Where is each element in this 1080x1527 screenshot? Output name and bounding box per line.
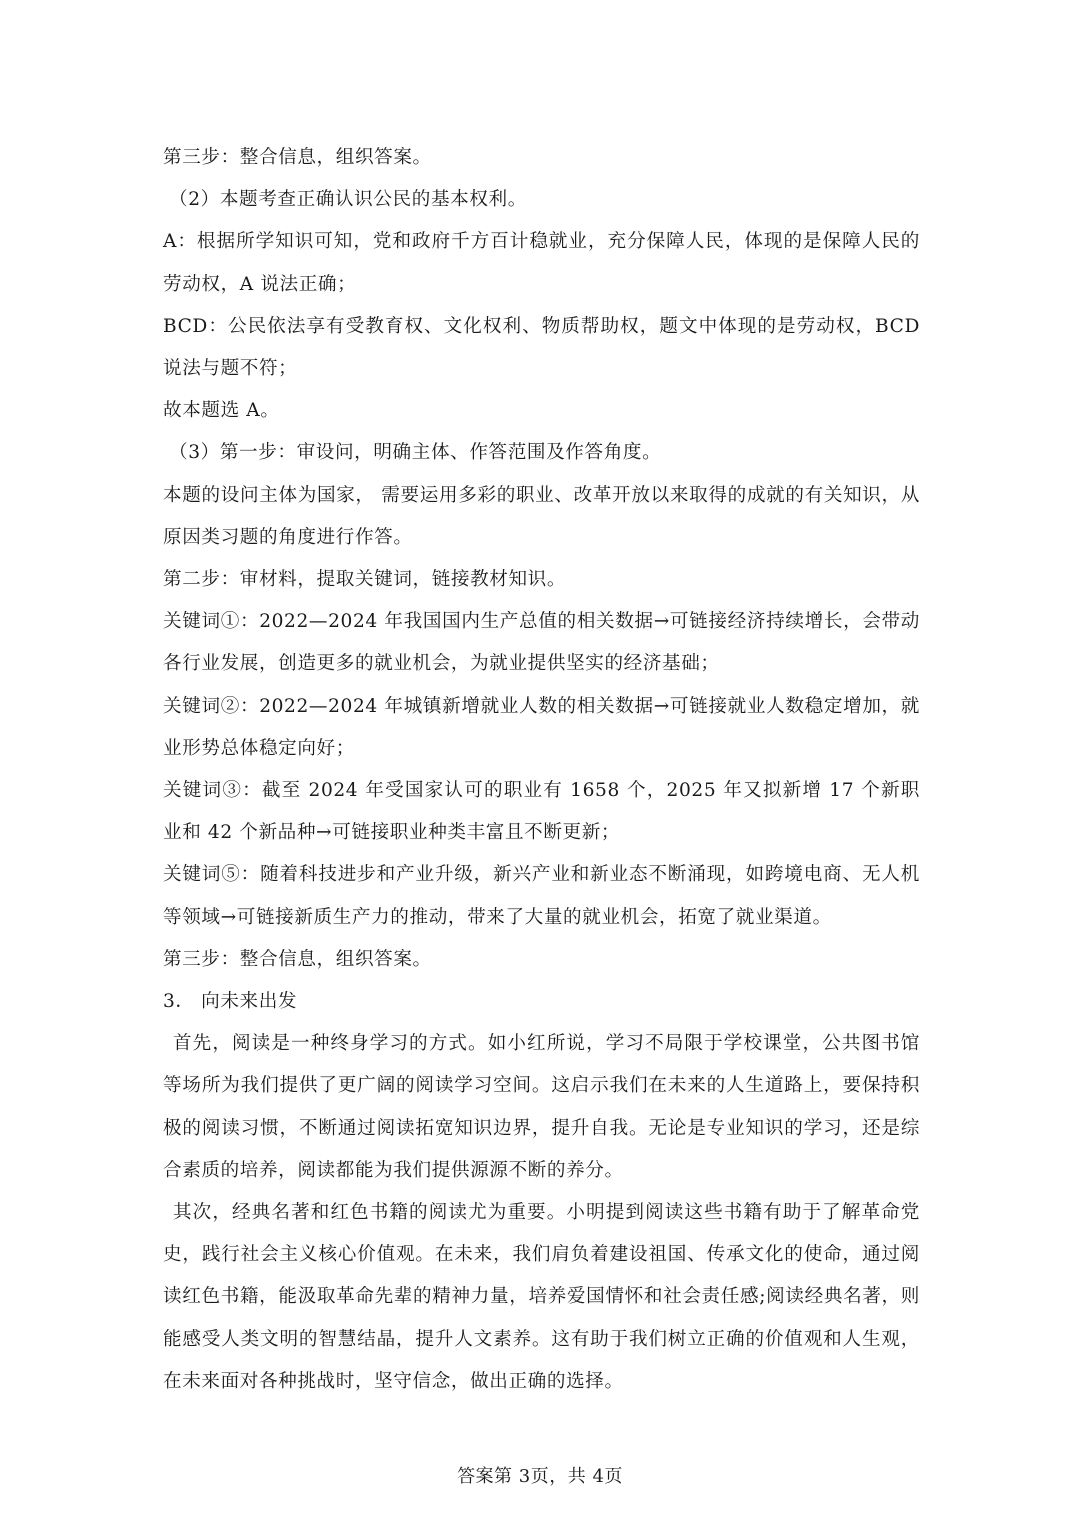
paragraph-first-point: 首先，阅读是一种终身学习的方式。如小红所说，学习不局限于学校课堂，公共图书馆等场所为我们提供了更广阔的阅读学习空间。这启示我们在未来的人生道路上，要保持积极的阅读习惯，不断通过阅读拓宽知识边界，提升自我。无论是专业知识的学习，还是综合素质的培养，阅读都能为我们提供源源不断的养分。 [163, 1033, 920, 1181]
paragraph-keyword-3: 关键词③：截至 2024 年受国家认可的职业有 1658 个，2025 年又拟新增 17 个新职业和 42 个新品种→可链接职业种类丰富且不断更新； [163, 780, 920, 844]
paragraph-q3-step2: 第二步：审材料，提取关键词，链接教材知识。 [163, 569, 567, 591]
answer-body [163, 137, 920, 1403]
paragraph-section-3-heading: 3． 向未来出发 [163, 991, 298, 1013]
paragraph-answer-choice: 故本题选 A。 [163, 400, 280, 422]
paragraph-q2-heading: （2）本题考查正确认识公民的基本权利。 [169, 189, 527, 211]
paragraph-keyword-2: 关键词②：2022—2024 年城镇新增就业人数的相关数据→可链接就业人数稳定增加，就业形势总体稳定向好； [163, 695, 920, 759]
paragraph-keyword-5: 关键词⑤：随着科技进步和产业升级，新兴产业和新业态不断涌现，如跨境电商、无人机等领域→可链接新质生产力的推动，带来了大量的就业机会，拓宽了就业渠道。 [163, 864, 920, 928]
paragraph-q3-subject: 本题的设问主体为国家， 需要运用多彩的职业、改革开放以来取得的成就的有关知识，从原因类习题的角度进行作答。 [163, 484, 920, 548]
paragraph-second-point: 其次，经典名著和红色书籍的阅读尤为重要。小明提到阅读这些书籍有助于了解革命党史，践行社会主义核心价值观。在未来，我们肩负着建设祖国、传承文化的使命，通过阅读红色书籍，能汲取革命先辈的精神力量，培养爱国情怀和社会责任感;阅读经典名著，则能感受人类文明的智慧结晶，提升人文素养。这有助于我们树立正确的价值观和人生观，在未来面对各种挑战时，坚守信念，做出正确的选择。 [163, 1202, 920, 1392]
paragraph-option-bcd: BCD：公民依法享有受教育权、文化权利、物质帮助权，题文中体现的是劳动权，BCD 说法与题不符； [163, 315, 920, 380]
paragraph-keyword-1: 关键词①：2022—2024 年我国国内生产总值的相关数据→可链接经济持续增长，会带动各行业发展，创造更多的就业机会，为就业提供坚实的经济基础； [163, 611, 920, 675]
paragraph-step3-integrate: 第三步：整合信息，组织答案。 [163, 147, 432, 168]
paragraph-option-a: A：根据所学知识可知，党和政府千方百计稳就业，充分保障人民，体现的是保障人民的劳动权，A 说法正确； [163, 231, 920, 295]
paragraph-q3-step3: 第三步：整合信息，组织答案。 [163, 948, 432, 970]
page-footer: 答案第 3页，共 4页 [457, 1466, 623, 1487]
paragraph-q3-step1: （3）第一步：审设问，明确主体、作答范围及作答角度。 [169, 442, 662, 464]
